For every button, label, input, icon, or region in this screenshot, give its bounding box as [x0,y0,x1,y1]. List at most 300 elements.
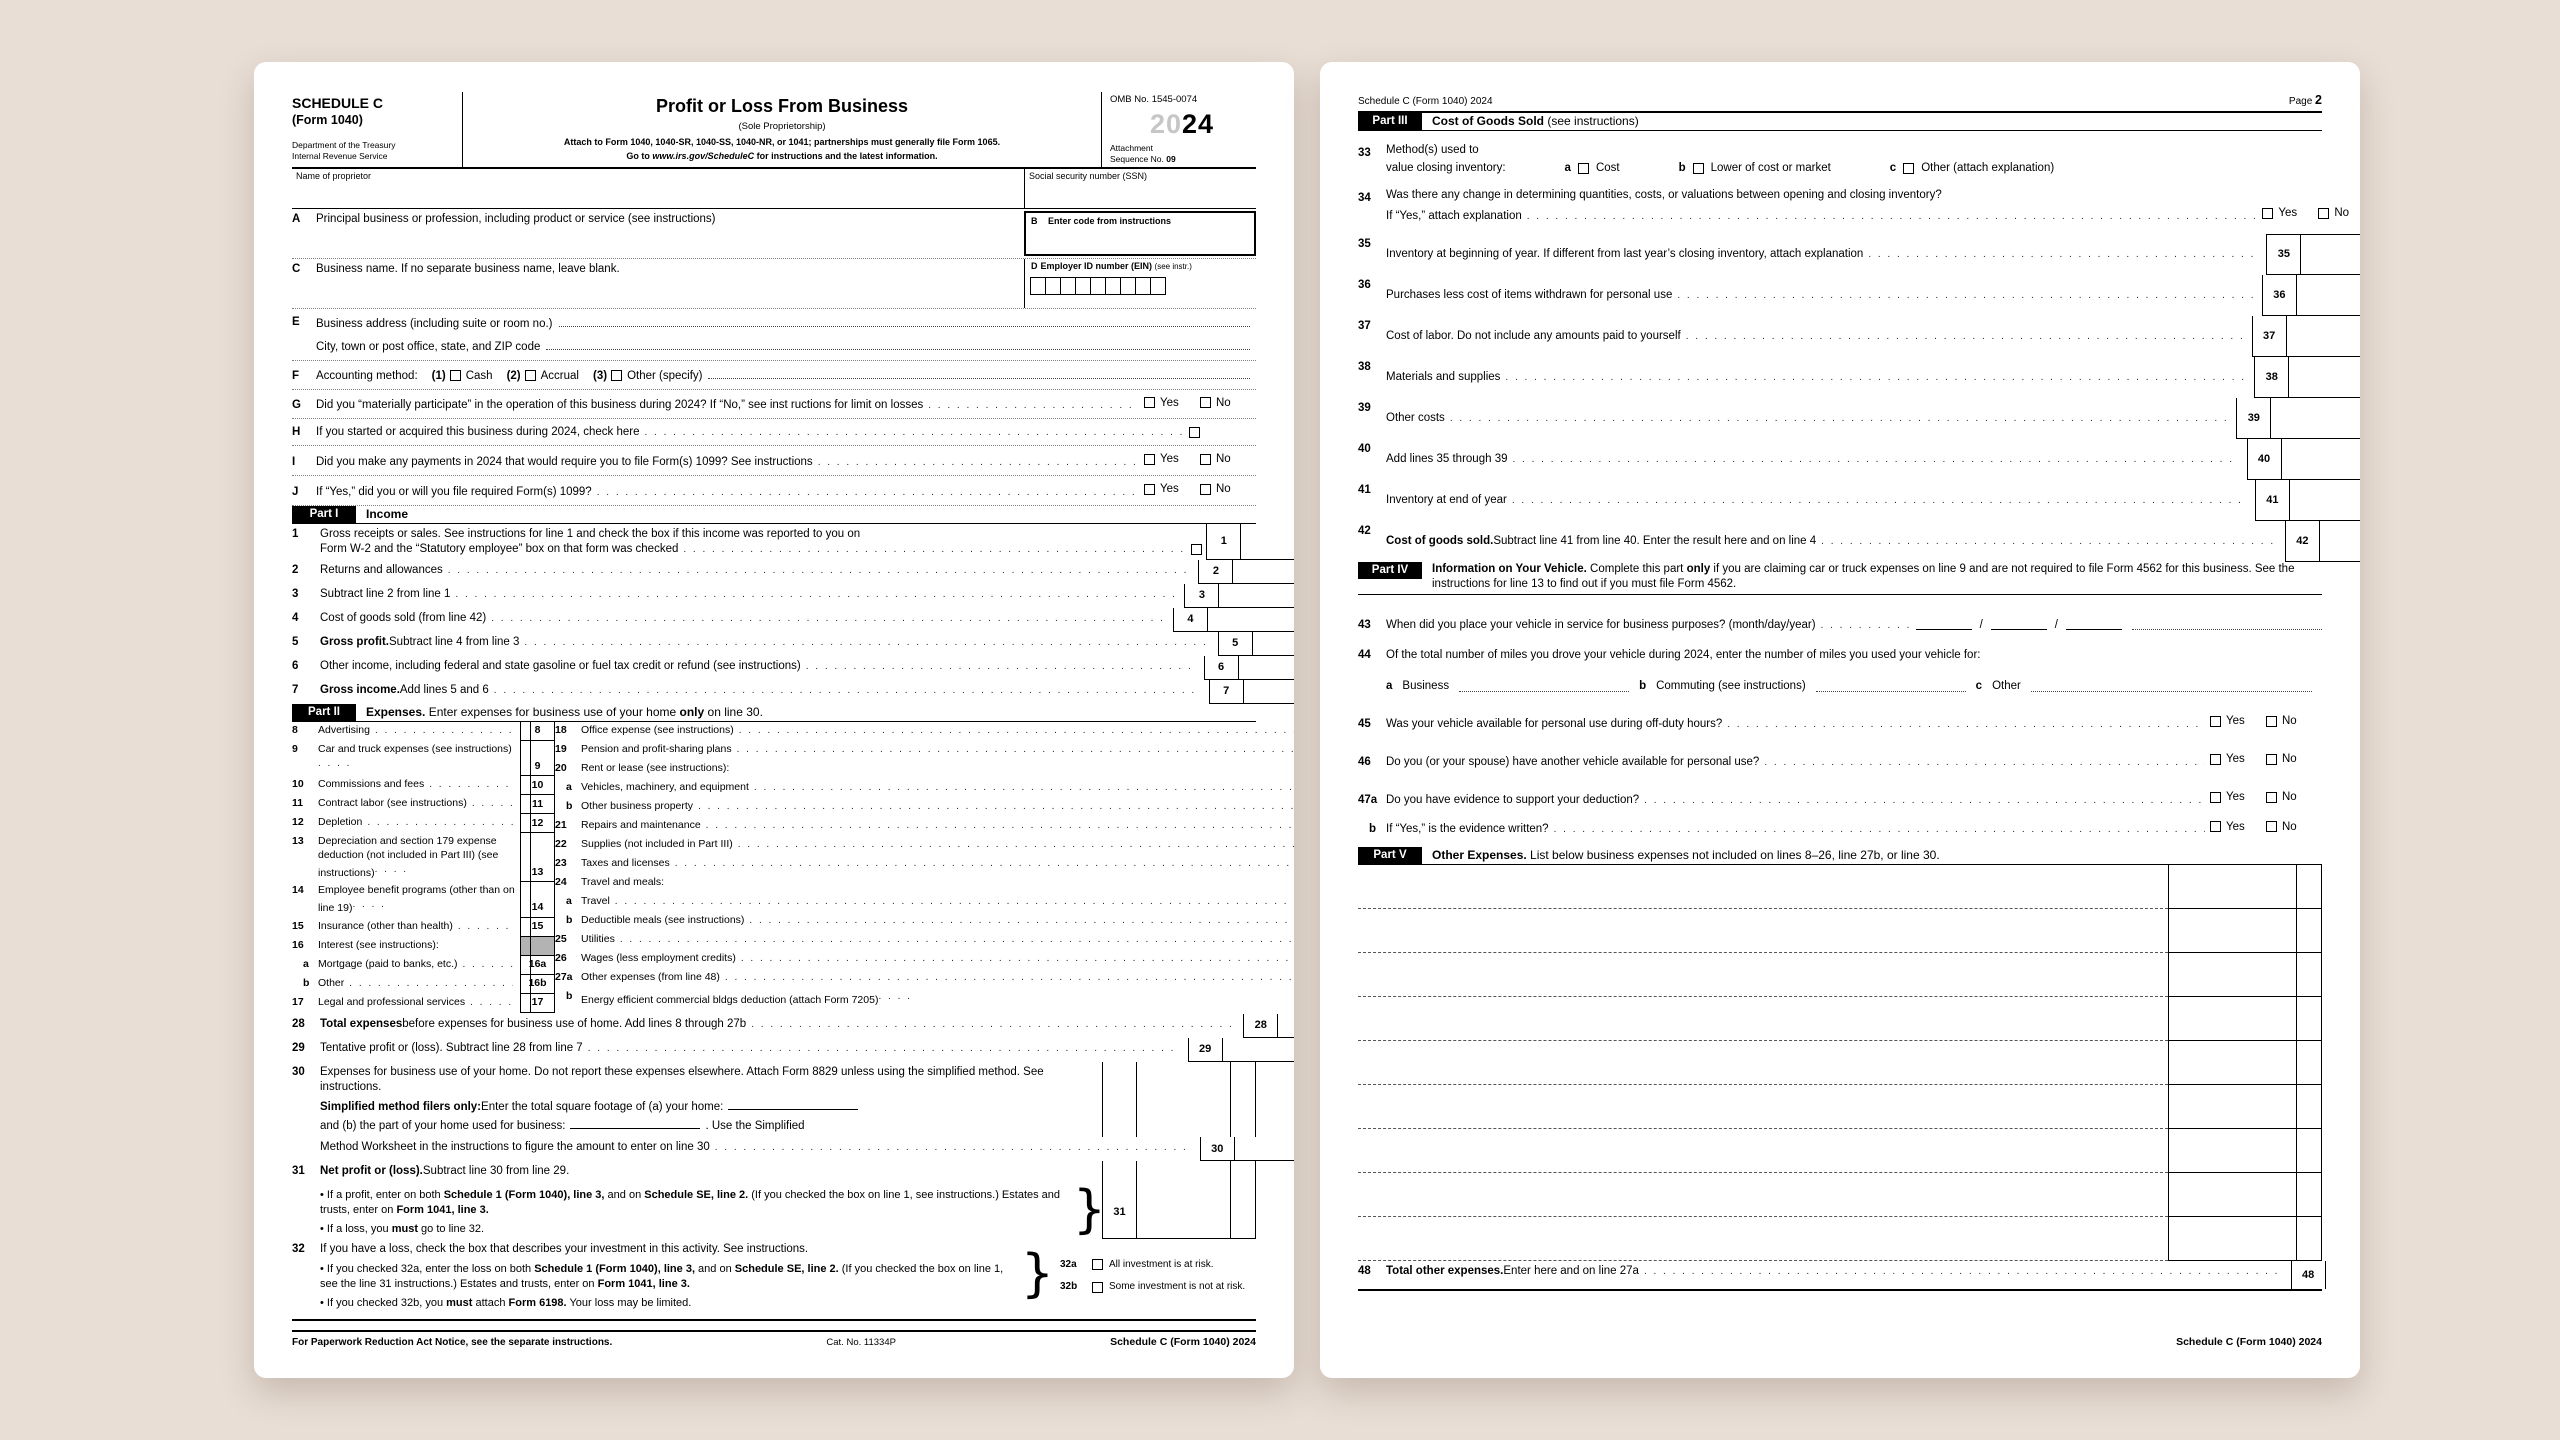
entry-box-number: 3 [1184,584,1218,608]
line-34-label: Was there any change in determining quantities, costs, or valuations between opening and closing inventory? [1386,189,1942,202]
dot-leader [749,914,1294,927]
line-letter: G [292,399,301,412]
line-42-label: Subtract line 41 from line 40. Enter the result here and on line 4 [1493,535,1817,547]
amount-cell-line-48[interactable] [2325,1261,2360,1289]
line-47a-no-checkbox[interactable] [2266,792,2277,803]
line-47b-no-checkbox[interactable] [2266,821,2277,832]
no-label: No [2334,207,2350,220]
amount-cell[interactable] [554,918,555,937]
line-45-no-checkbox[interactable] [2266,716,2277,727]
ein-digit-box[interactable] [1150,277,1166,295]
brace-glyph: } [1072,1180,1106,1241]
part-1-title: Income [366,506,409,521]
vehicle-service-month-field[interactable] [1916,618,1972,630]
entry-column [1102,1062,1136,1138]
business-square-footage-field[interactable] [570,1117,700,1129]
expense-row-13: 13 Depreciation and section 179 expense deduction (not included in Part III) (see instructions) . . . 13 [292,833,555,882]
yes-label: Yes [2226,752,2245,765]
no-label: No [2282,790,2297,803]
statutory-employee-checkbox[interactable] [1191,544,1202,555]
j-yes-checkbox[interactable] [1144,484,1155,495]
amount-cell[interactable] [554,741,555,776]
amount-cell[interactable] [554,722,555,741]
accounting-method-label: Accounting method: [316,369,418,382]
line-34-yes-checkbox[interactable] [2262,208,2273,219]
expense-row-9: 9 Car and truck expenses (see instructions). . . 9 [292,741,555,776]
entry-box-number: 6 [1204,656,1238,680]
business-address-field[interactable] [559,315,1250,327]
amount-cell-line-5[interactable] [1252,632,1294,656]
amount-cell[interactable] [554,776,555,795]
other-method-field[interactable] [708,367,1250,379]
amount-cell-line-38[interactable] [2288,357,2360,398]
agency-label: Department of the Treasury Internal Revenue Service [292,140,396,162]
goto-instruction: Go to www.irs.gov/ScheduleC for instructions and the latest information. [626,150,938,161]
amount-cell-line-39[interactable] [2270,398,2360,439]
entry-box-number: 39 [2236,398,2270,439]
ein-digit-box[interactable] [1060,277,1076,295]
vehicle-service-day-field[interactable] [1991,618,2047,630]
amount-cell[interactable] [554,833,555,882]
ein-digit-box[interactable] [1030,277,1046,295]
line-f-row [292,361,1256,390]
line-31-row [292,1161,1256,1185]
amount-cell[interactable] [554,994,555,1013]
entry-box-number: 35 [2266,234,2300,275]
dot-leader [725,971,1294,984]
line-30-row [292,1062,1256,1138]
at-risk-options [1050,1239,1256,1313]
amount-cell[interactable] [554,975,555,994]
option-number: (3) [593,369,608,382]
dot-leader [620,933,1294,946]
ein-digit-box[interactable] [1135,277,1151,295]
home-square-footage-field[interactable] [728,1098,858,1110]
form-id-footer: Schedule C (Form 1040) 2024 [1110,1336,1256,1349]
dot-leader [928,399,1139,412]
page-1-footer [292,1330,1256,1350]
line-36-label: Purchases less cost of items withdrawn for personal use [1386,289,1673,301]
other-expense-description-line[interactable] [1358,1173,2168,1217]
lower-of-cost-checkbox[interactable] [1693,163,1704,174]
line-46-row [1358,752,2322,770]
line-number: 41 [1358,483,1371,496]
dot-leader [455,588,1175,601]
line-30-label: Expenses for business use of your home. Do not report these expenses elsewhere. Attach Form 8829 unless using the simplified method. See instructions. [320,1065,1044,1093]
other-expense-blank-row [1358,1217,2322,1261]
other-expense-amount-cell[interactable] [2168,909,2322,953]
business-miles-field[interactable] [1459,680,1629,692]
other-expense-description-line[interactable] [1358,997,2168,1041]
ein-digit-box[interactable] [1075,277,1091,295]
expense-row-21: 21 Repairs and maintenance . . . [555,817,1294,836]
amount-cell-line-6[interactable] [1238,656,1294,680]
line-3-label: Subtract line 2 from line 1 [320,588,451,601]
yes-label: Yes [2226,714,2245,727]
option-number: (1) [431,369,446,382]
expense-row-14: 14 Employee benefit programs (other than on line 19) . . . 14 [292,882,555,917]
yes-label: Yes [2226,790,2245,803]
form-number: (Form 1040) [292,113,363,128]
expense-row-27b: b Energy efficient commercial bldgs deduction (attach Form 7205). . . [555,988,1294,1010]
expense-row-20b: b Other business property . . . [555,798,1294,817]
all-investment-at-risk-checkbox[interactable] [1092,1259,1103,1270]
irs-url: www.irs.gov/ScheduleC [652,150,755,161]
h-checkbox[interactable] [1189,427,1200,438]
amount-cell-line-31[interactable] [1136,1185,1256,1239]
line-a-row [292,209,1256,259]
line-28-label: before expenses for business use of home. Add lines 8 through 27b [402,1017,747,1030]
schedule-c-page-1 [254,62,1294,1378]
dot-leader [738,838,1294,851]
other-expense-description-line[interactable] [1358,1041,2168,1085]
amount-column [1136,1062,1256,1138]
business-code-box[interactable]: B Enter code from instructions [1024,211,1256,256]
line-39-row [1358,398,2322,439]
entry-box-number: 7 [1209,680,1243,704]
j-no-checkbox[interactable] [1200,484,1211,495]
dot-leader [1821,535,2276,548]
ein-boxes[interactable] [1031,277,1256,295]
other-expense-amount-cell[interactable] [2168,953,2322,997]
ein-digit-box[interactable] [1045,277,1061,295]
line-letter: E [292,315,300,328]
line-31-label: Subtract line 30 from line 29. [422,1165,570,1178]
city-state-zip-label: City, town or post office, state, and ZIP code [316,340,541,353]
proprietor-name-label: Name of proprietor [296,170,372,181]
line-4-label: Cost of goods sold (from line 42) [320,612,487,625]
other-expense-description-line[interactable] [1358,1217,2168,1261]
expense-row-11: 11 Contract labor (see instructions) . . . 11 [292,795,555,814]
line-number: 31 [292,1165,305,1178]
line-number: 32 [292,1243,305,1256]
expense-row-20a: a Vehicles, machinery, and equipment . . . [555,779,1294,798]
dot-leader [644,426,1184,439]
amount-cell-line-3[interactable] [1218,584,1294,608]
other-expense-amount-cell[interactable] [2168,865,2322,909]
dot-leader [737,743,1294,756]
line-32-row [292,1239,1256,1321]
amount-cell[interactable] [554,795,555,814]
line-5-row [292,632,1256,656]
other-expense-amount-cell[interactable] [2168,1041,2322,1085]
other-expense-description-line[interactable] [1358,1085,2168,1129]
line-41-row [1358,480,2322,521]
expense-row-24a: a Travel . . . [555,893,1294,912]
line-48-label-bold: Total other expenses. [1386,1265,1504,1278]
line-31-label-bold: Net profit or (loss). [320,1165,423,1178]
other-expense-description-line[interactable] [1358,1129,2168,1173]
option-32a: 32a All investment is at risk. [1060,1258,1214,1270]
line-number: 36 [1358,278,1371,291]
no-label: No [2282,820,2297,833]
expenses-grid [292,722,1256,1014]
line-number: 2 [292,564,299,577]
other-expense-description-line[interactable] [1358,953,2168,997]
yes-label: Yes [1160,453,1179,466]
line-a-label: Principal business or profession, including product or service (see instructions) [316,212,716,225]
line-letter: F [292,369,300,382]
amount-cell-line-42[interactable] [2319,521,2360,562]
expense-row-20: 20 Rent or lease (see instructions): [555,760,1294,779]
shaded-cell [554,937,555,956]
line-c-label: Business name. If no separate business name, leave blank. [316,262,620,275]
line-j-label: If “Yes,” did you or will you file required Form(s) 1099? [316,486,592,499]
line-6-label: Other income, including federal and state gasoline or fuel tax credit or refund (see instructions) [320,660,801,673]
i-yes-checkbox[interactable] [1144,454,1155,465]
dot-leader [1868,248,2257,261]
form-id-header: Schedule C (Form 1040) 2024 [1358,96,1493,107]
expense-row-16: 16 Interest (see instructions): [292,937,555,956]
tax-year: 2024 [1149,109,1215,140]
option-letter: c [1889,162,1897,175]
line-32-bullet-1: • If you checked 32a, enter the loss on both Schedule 1 (Form 1040), line 3, and on Schedule SE, line 2. (If you checked the box on line 1, see the line 31 instructions.) Estates and trusts, enter on Form 1041, line 3. [320,1263,1004,1290]
line-number: 28 [292,1017,305,1030]
line-44-row [1358,645,2322,663]
line-46-label: Do you (or your spouse) have another vehicle available for personal use? [1386,755,1760,768]
other-expense-blank-row [1358,997,2322,1041]
no-label: No [1216,483,1231,496]
amount-cell-line-28[interactable] [1277,1014,1294,1038]
line-31-bullet-2: • If a loss, you must go to line 32. [320,1223,485,1236]
line-number: 35 [1358,237,1371,250]
entry-box-number: 8 [520,722,554,741]
line-33-label: Method(s) used to [1386,144,1479,157]
ein-field[interactable]: D Employer ID number (EIN) (see instr.) [1024,259,1256,308]
other-method-checkbox[interactable] [611,370,622,381]
dot-leader [878,990,914,1003]
amount-cell-line-7[interactable] [1243,680,1294,704]
expense-row-10: 10 Commissions and fees . . . 10 [292,776,555,795]
line-41-label: Inventory at end of year [1386,494,1507,506]
simplified-method-text: Enter the total square footage of (a) your home: [481,1100,724,1113]
amount-cell[interactable] [554,814,555,833]
dot-leader [375,863,411,876]
option-32a-label: All investment is at risk. [1109,1258,1214,1270]
entry-box-number: 17 [520,994,554,1013]
cash-label: Cash [465,369,493,382]
simplified-method-bold: Simplified method filers only: [320,1100,482,1113]
write-line[interactable] [2132,618,2322,630]
option-letter: a [1564,162,1571,175]
entry-box-number: 28 [1243,1014,1277,1038]
entry-box-number: 48 [2291,1261,2325,1289]
other-expense-description-line[interactable] [1358,909,2168,953]
expense-row-17: 17 Legal and professional services . . . 17 [292,994,555,1013]
schedule-c-page-2 [1320,62,2360,1378]
dot-leader [472,797,513,810]
page-number: Page 2 [2288,93,2322,107]
line-i-row [292,446,1256,476]
expense-row-22: 22 Supplies (not included in Part III) . . . [555,836,1294,855]
line-number: 29 [292,1041,305,1054]
line-number: 4 [292,612,299,625]
cash-checkbox[interactable] [450,370,461,381]
other-method-label: Other (specify) [627,369,703,382]
proprietor-name-field[interactable] [292,169,1024,208]
line-g-row [292,390,1256,420]
line-30-label-cont: Method Worksheet in the instructions to figure the amount to enter on line 30 [320,1141,710,1154]
city-state-zip-field[interactable] [546,338,1250,350]
entry-box-number: 14 [520,882,554,917]
line-letter: J [292,486,299,499]
line-46-no-checkbox[interactable] [2266,754,2277,765]
accrual-checkbox[interactable] [525,370,536,381]
line-32-bullet-2: • If you checked 32b, you must attach Form 6198. Your loss may be limited. [320,1296,692,1309]
line-1-label-cont: Form W-2 and the “Statutory employee” box on that form was checked [320,543,679,556]
line-i-label: Did you make any payments in 2024 that would require you to file Form(s) 1099? See instructions [316,456,813,469]
line-48-row [1358,1261,2322,1291]
ein-digit-box[interactable] [1120,277,1136,295]
i-no-checkbox[interactable] [1200,454,1211,465]
line-28-label-bold: Total expenses [320,1017,403,1030]
line-29-label: Tentative profit or (loss). Subtract line 28 from line 7 [320,1041,583,1054]
some-investment-not-at-risk-checkbox[interactable] [1092,1282,1103,1293]
line-number: 7 [292,684,299,697]
g-yes-checkbox[interactable] [1144,397,1155,408]
expense-row-24: 24 Travel and meals: [555,874,1294,893]
amount-column [1136,1161,1256,1185]
expense-row-23: 23 Taxes and licenses . . . [555,855,1294,874]
line-letter: I [292,456,296,469]
dot-leader [675,857,1294,870]
line-36-row [1358,275,2322,316]
option-32b: 32b Some investment is not at risk. [1060,1281,1246,1293]
line-number: 5 [292,636,299,649]
entry-box-number: 38 [2254,357,2288,398]
expense-row-19: 19 Pension and profit-sharing plans . . . [555,741,1294,760]
line-number: 33 [1358,147,1371,160]
dot-leader [491,612,1164,625]
date-separator: / [1979,618,1983,631]
line-2-row [292,560,1256,584]
line-37-row [1358,316,2322,357]
entry-box-number: 16a [520,956,554,975]
other-expense-description-line[interactable] [1358,865,2168,909]
other-expense-amount-cell[interactable] [2168,1129,2322,1173]
line-number: 39 [1358,401,1371,414]
expenses-right-column [555,722,1294,1014]
line-28-row [292,1014,1267,1038]
form-subtitle: (Sole Proprietorship) [738,120,826,132]
line-45-label: Was your vehicle available for personal use during off-duty hours? [1386,717,1723,730]
other-miles-field[interactable] [2031,680,2312,692]
entry-box-number: 31 [1102,1185,1136,1239]
entry-box-number: 42 [2285,521,2319,562]
no-label: No [2282,714,2297,727]
dot-leader [754,781,1294,794]
expense-row-18: 18 Office expense (see instructions) . . . [555,722,1294,741]
amount-cell[interactable] [554,882,555,917]
use-simplified-text: . Use the Simplified [705,1120,805,1133]
part-3-title: Cost of Goods Sold (see instructions) [1432,113,1639,128]
line-47a-yes-checkbox[interactable] [2210,792,2221,803]
line-j-row [292,476,1256,506]
dot-leader [588,1042,1179,1055]
line-29-row [292,1038,1256,1062]
line-32-label: If you have a loss, check the box that describes your investment in this activity. See instructions. [320,1243,809,1256]
line-letter: H [292,426,301,439]
dot-leader [1512,494,2246,507]
line-47a-label: Do you have evidence to support your deduction? [1386,793,1640,806]
dot-leader [318,757,354,770]
line-46-yes-checkbox[interactable] [2210,754,2221,765]
dot-leader [715,1141,1191,1154]
part-2-bar [292,704,1256,722]
line-number: 6 [292,660,299,673]
dot-leader [1677,289,2253,302]
other-expense-amount-cell[interactable] [2168,997,2322,1041]
line-e-row [292,309,1256,361]
line-45-yes-checkbox[interactable] [2210,716,2221,727]
line-43-row [1358,615,2322,633]
commuting-miles-label: Commuting (see instructions) [1656,679,1806,692]
ein-digit-box[interactable] [1090,277,1106,295]
amount-cell-line-30[interactable] [1234,1137,1294,1161]
dot-leader [463,958,514,971]
no-label: No [1216,396,1231,409]
business-address-label: Business address (including suite or room no.) [316,317,553,330]
dot-leader [698,800,1294,813]
commuting-miles-field[interactable] [1816,680,1966,692]
amount-cell[interactable] [554,956,555,975]
line-3-row [292,584,1256,608]
cost-checkbox[interactable] [1578,163,1589,174]
amount-cell-line-2[interactable] [1232,560,1294,584]
attachment-sequence: Attachment Sequence No. 09 [1110,143,1176,165]
other-valuation-label: Other (attach explanation) [1921,162,2055,175]
schedule-label: SCHEDULE C [292,95,384,111]
entry-box-number: 2 [1198,560,1232,584]
line-34-no-checkbox[interactable] [2318,208,2329,219]
vehicle-service-year-field[interactable] [2066,618,2122,630]
amount-cell-line-40[interactable] [2281,439,2360,480]
g-no-checkbox[interactable] [1200,397,1211,408]
line-47b-yes-checkbox[interactable] [2210,821,2221,832]
shaded-cell [520,937,554,956]
business-miles-label: Business [1402,679,1450,692]
amount-cell-line-41[interactable] [2289,480,2360,521]
other-expense-amount-cell[interactable] [2168,1085,2322,1129]
dot-leader [429,778,513,791]
dot-leader [470,996,513,1009]
other-expense-amount-cell[interactable] [2168,1217,2322,1261]
amount-cell-line-1[interactable] [1240,524,1294,560]
part-3-bar [1358,113,2322,131]
line-38-label: Materials and supplies [1386,371,1501,383]
line-4-row [292,608,1256,632]
other-expense-amount-cell[interactable] [2168,1173,2322,1217]
name-row [292,169,1256,209]
other-valuation-checkbox[interactable] [1903,163,1914,174]
line-44-label: Of the total number of miles you drove your vehicle during 2024, enter the number of miles you used your vehicle for: [1386,648,1981,661]
line-40-label: Add lines 35 through 39 [1386,453,1508,465]
line-number: 47a [1358,793,1378,806]
amount-cell-line-29[interactable] [1222,1038,1294,1062]
amount-cell-line-37[interactable] [2286,316,2360,357]
entry-box-number: 11 [520,795,554,814]
expense-row-24b: b Deductible meals (see instructions) . . . [555,912,1294,931]
ssn-field[interactable] [1024,169,1256,208]
ein-digit-box[interactable] [1105,277,1121,295]
omb-number: OMB No. 1545-0074 [1110,94,1198,105]
dot-leader [1644,794,2205,807]
amount-cell-line-35[interactable] [2300,234,2360,275]
part-1-bar [292,506,1256,524]
amount-cell-line-36[interactable] [2296,275,2360,316]
amount-cell-line-4[interactable] [1207,608,1294,632]
part-2-title: Expenses. Enter expenses for business use of your home only on line 30. [366,704,763,719]
